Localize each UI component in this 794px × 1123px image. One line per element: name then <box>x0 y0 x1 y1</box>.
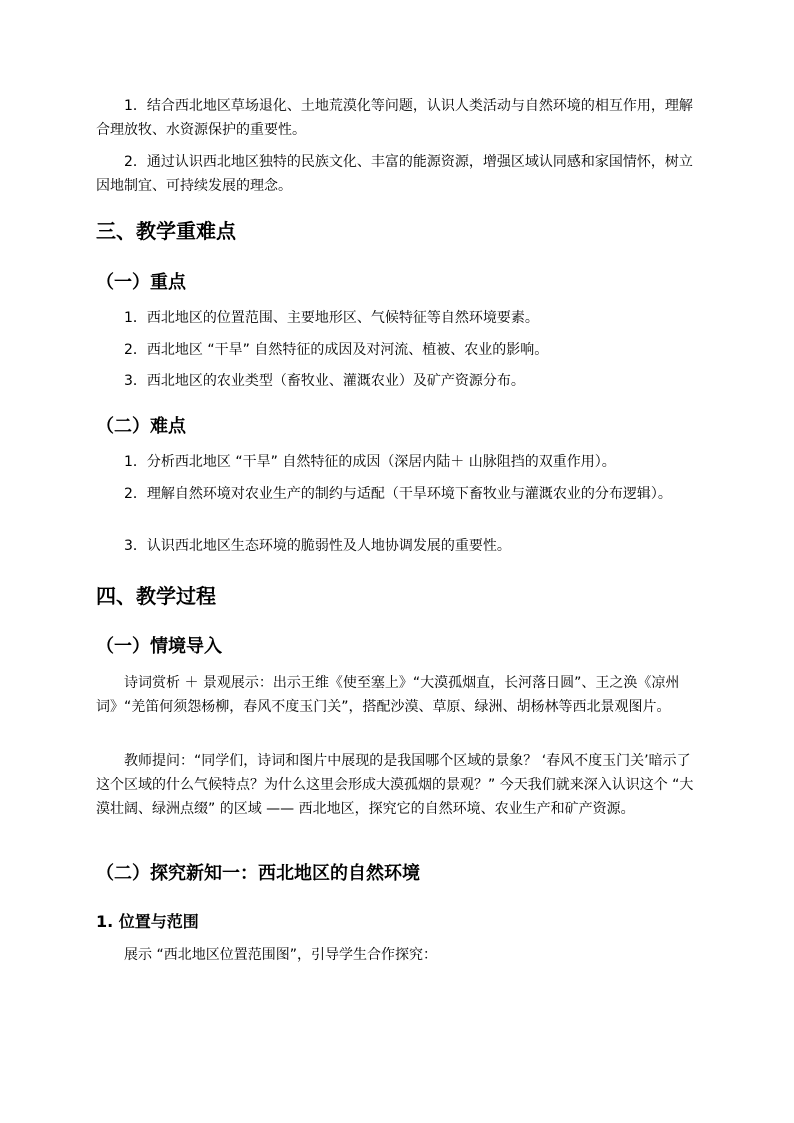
difficulty-2: 2．理解自然环境对农业生产的制约与适配（干旱环境下畜牧业与灌溉农业的分布逻辑）。 <box>124 486 672 502</box>
explore-1-sub1-heading: 1. 位置与范围 <box>96 912 199 931</box>
key-point-1: 1．西北地区的位置范围、主要地形区、气候特征等自然环境要素。 <box>124 310 539 326</box>
intro-paragraph-1: 诗词赏析 ＋ 景观展示：出示王维《使至塞上》“大漠孤烟直，长河落日圆”、王之涣《凉州词》“羌笛何须怨杨柳，春风不度玉门关”，搭配沙漠、草原、绿洲、胡杨林等西北景观图片。 <box>96 675 680 715</box>
difficulties-heading: （二）难点 <box>96 416 186 437</box>
section-3-title: 三、教学重难点 <box>96 219 236 243</box>
intro-paragraph-2: 教师提问：“同学们，诗词和图片中展现的是我国哪个区域的景象？ ‘春风不度玉门关’暗示了这个区域的什么气候特点？为什么这里会形成大漠孤烟的景观？” 今天我们就来深入认识这个 “大漠壮阔、绿洲点缀” 的区域 —— 西北地区，探究它的自然环境、农业生产和矿产资源。 <box>96 753 694 817</box>
difficulty-1: 1．分析西北地区 “干旱” 自然特征的成因（深居内陆＋ 山脉阻挡的双重作用）。 <box>124 454 616 470</box>
key-points-heading: （一）重点 <box>96 272 186 293</box>
goal-item-2: 2．通过认识西北地区独特的民族文化、丰富的能源资源，增强区域认同感和家国情怀，树立因地制宜、可持续发展的理念。 <box>96 154 693 194</box>
goal-item-1: 1．结合西北地区草场退化、土地荒漠化等问题，认识人类活动与自然环境的相互作用，理解合理放牧、水资源保护的重要性。 <box>96 98 693 138</box>
key-point-2: 2．西北地区 “干旱” 自然特征的成因及对河流、植被、农业的影响。 <box>124 342 549 358</box>
intro-heading: （一）情境导入 <box>96 636 222 657</box>
difficulty-3: 3．认识西北地区生态环境的脆弱性及人地协调发展的重要性。 <box>124 538 511 554</box>
explore-1-sub1-text: 展示 “西北地区位置范围图”，引导学生合作探究： <box>124 947 437 963</box>
key-point-3: 3．西北地区的农业类型（畜牧业、灌溉农业）及矿产资源分布。 <box>124 373 525 389</box>
explore-1-heading: （二）探究新知一：西北地区的自然环境 <box>96 863 420 884</box>
section-4-title: 四、教学过程 <box>96 584 216 608</box>
